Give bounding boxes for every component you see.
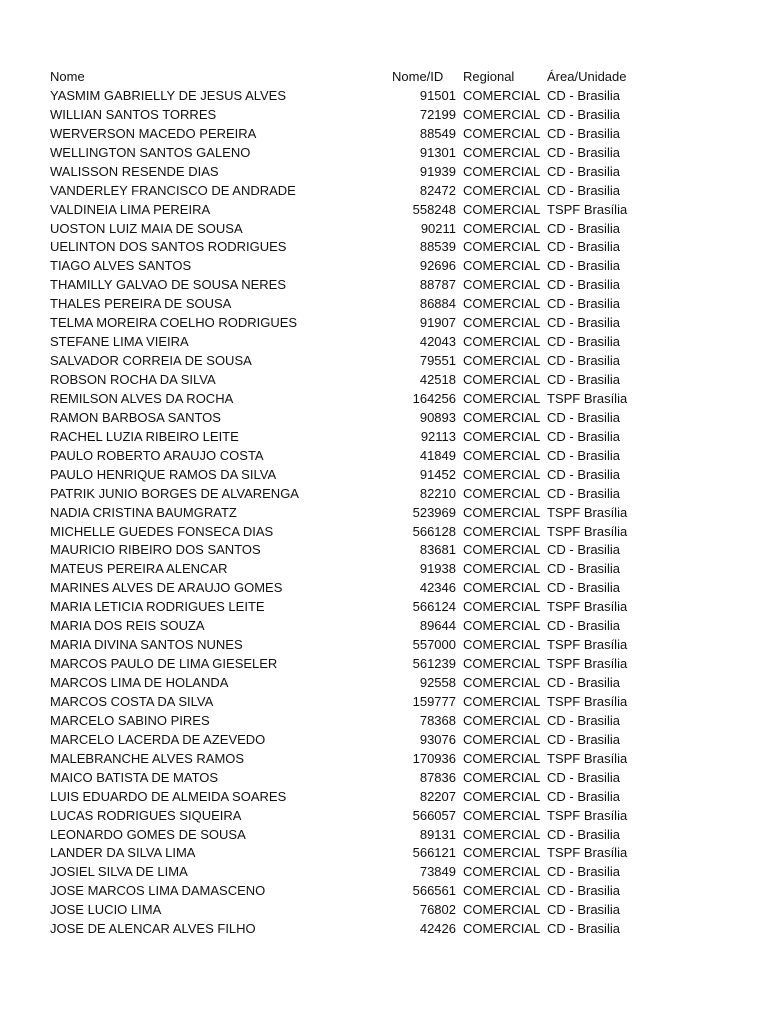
cell-area: CD - Brasilia (547, 864, 620, 880)
cell-id: 523969 (412, 504, 456, 520)
cell-id: 159777 (412, 693, 456, 709)
cell-area: CD - Brasilia (547, 447, 620, 463)
cell-name: MARINES ALVES DE ARAUJO GOMES (50, 580, 283, 596)
table-row (0, 182, 768, 201)
cell-area: CD - Brasilia (547, 144, 620, 160)
cell-name: WERVERSON MACEDO PEREIRA (50, 125, 257, 141)
table-row (0, 87, 768, 106)
cell-name: WALISSON RESENDE DIAS (50, 163, 219, 179)
cell-name: PAULO ROBERTO ARAUJO COSTA (50, 447, 264, 463)
cell-area: CD - Brasilia (547, 277, 620, 293)
cell-id: 73849 (419, 864, 456, 880)
cell-area: CD - Brasilia (547, 163, 620, 179)
table-row (0, 276, 768, 295)
cell-area: TSPF Brasília (547, 390, 628, 406)
cell-area: TSPF Brasília (547, 750, 628, 766)
cell-id: 566561 (412, 883, 456, 899)
table-row (0, 409, 768, 428)
table-row (0, 144, 768, 163)
table-row (0, 125, 768, 144)
table-header-row (0, 68, 768, 87)
table-row (0, 826, 768, 845)
cell-regional: COMERCIAL (463, 731, 541, 747)
cell-id: 558248 (412, 201, 456, 217)
cell-id: 83681 (419, 542, 456, 558)
cell-regional: COMERCIAL (463, 353, 541, 369)
cell-area: CD - Brasilia (547, 372, 620, 387)
table-row (0, 485, 768, 504)
cell-area: CD - Brasilia (547, 902, 620, 918)
cell-regional: COMERCIAL (463, 182, 541, 198)
cell-regional: COMERCIAL (463, 220, 541, 236)
cell-area: CD - Brasilia (547, 239, 620, 255)
cell-name: LANDER DA SILVA LIMA (50, 845, 196, 861)
cell-id: 566124 (412, 599, 456, 615)
cell-regional: COMERCIAL (463, 712, 541, 728)
cell-id: 82210 (419, 485, 456, 501)
cell-regional: COMERCIAL (463, 902, 541, 918)
cell-id: 88539 (419, 239, 456, 255)
table-row (0, 863, 768, 882)
cell-regional: COMERCIAL (463, 428, 541, 444)
table-body (0, 87, 768, 939)
cell-area: CD - Brasilia (547, 769, 620, 785)
cell-name: MAURICIO RIBEIRO DOS SANTOS (50, 542, 261, 558)
table-row (0, 238, 768, 257)
cell-area: CD - Brasilia (547, 883, 620, 899)
cell-area: CD - Brasilia (547, 334, 620, 350)
table-row (0, 750, 768, 769)
cell-name: RACHEL LUZIA RIBEIRO LEITE (50, 428, 239, 444)
cell-name: MARCOS LIMA DE HOLANDA (50, 675, 229, 690)
cell-name: SALVADOR CORREIA DE SOUSA (50, 353, 252, 369)
cell-area: CD - Brasilia (547, 125, 620, 141)
cell-name: VALDINEIA LIMA PEREIRA (50, 201, 211, 217)
cell-name: MARCOS COSTA DA SILVA (50, 693, 214, 709)
cell-name: MAICO BATISTA DE MATOS (50, 769, 219, 785)
cell-name: MARCOS PAULO DE LIMA GIESELER (50, 656, 278, 672)
cell-regional: COMERCIAL (463, 807, 541, 823)
cell-regional: COMERCIAL (463, 447, 541, 463)
cell-name: STEFANE LIMA VIEIRA (50, 334, 189, 350)
table-row (0, 352, 768, 371)
cell-regional: COMERCIAL (463, 656, 541, 672)
cell-name: MICHELLE GUEDES FONSECA DIAS (50, 523, 274, 539)
cell-id: 72199 (419, 106, 456, 122)
cell-id: 91907 (419, 315, 456, 331)
cell-area: TSPF Brasília (547, 504, 628, 520)
cell-regional: COMERCIAL (463, 561, 541, 577)
cell-name: LEONARDO GOMES DE SOUSA (50, 826, 246, 842)
cell-name: LUIS EDUARDO DE ALMEIDA SOARES (50, 788, 287, 804)
table-row (0, 447, 768, 466)
table-row (0, 220, 768, 239)
cell-regional: COMERCIAL (463, 769, 541, 785)
cell-regional: COMERCIAL (463, 542, 541, 558)
cell-regional: COMERCIAL (463, 788, 541, 804)
cell-regional: COMERCIAL (463, 504, 541, 520)
cell-area: CD - Brasilia (547, 315, 620, 331)
table-row (0, 844, 768, 863)
cell-name: MARIA LETICIA RODRIGUES LEITE (50, 599, 265, 615)
cell-area: TSPF Brasília (547, 599, 628, 615)
cell-regional: COMERCIAL (463, 693, 541, 709)
cell-regional: COMERCIAL (463, 296, 541, 312)
cell-name: MARIA DIVINA SANTOS NUNES (50, 637, 243, 653)
table-row (0, 106, 768, 125)
cell-regional: COMERCIAL (463, 466, 541, 482)
cell-name: MARIA DOS REIS SOUZA (50, 618, 205, 634)
cell-regional: COMERCIAL (463, 277, 541, 293)
cell-name: YASMIM GABRIELLY DE JESUS ALVES (50, 87, 287, 103)
cell-area: CD - Brasilia (547, 353, 620, 369)
cell-area: CD - Brasilia (547, 542, 620, 558)
table-row (0, 428, 768, 447)
cell-id: 87836 (419, 769, 456, 785)
cell-area: TSPF Brasília (547, 523, 628, 539)
cell-name: JOSE DE ALENCAR ALVES FILHO (50, 921, 256, 937)
cell-regional: COMERCIAL (463, 106, 541, 122)
table-row (0, 693, 768, 712)
cell-id: 76802 (419, 902, 456, 918)
cell-name: VANDERLEY FRANCISCO DE ANDRADE (50, 182, 296, 198)
cell-id: 78368 (419, 712, 456, 728)
cell-area: CD - Brasilia (547, 466, 620, 482)
table-row (0, 920, 768, 939)
cell-regional: COMERCIAL (463, 390, 541, 406)
cell-name: UOSTON LUIZ MAIA DE SOUSA (50, 220, 243, 236)
cell-area: TSPF Brasília (547, 201, 628, 217)
table-row (0, 731, 768, 750)
cell-area: CD - Brasilia (547, 106, 620, 122)
cell-id: 42043 (419, 334, 456, 350)
cell-regional: COMERCIAL (463, 675, 541, 690)
employee-table (0, 68, 768, 939)
cell-id: 42346 (419, 580, 456, 596)
cell-area: CD - Brasilia (547, 182, 620, 198)
cell-id: 566121 (412, 845, 456, 861)
cell-name: THAMILLY GALVAO DE SOUSA NERES (50, 277, 286, 293)
cell-area: TSPF Brasília (547, 656, 628, 672)
cell-id: 82207 (419, 788, 456, 804)
table-row (0, 769, 768, 788)
cell-area: CD - Brasilia (547, 258, 620, 274)
table-row (0, 314, 768, 333)
cell-id: 566128 (412, 523, 456, 539)
table-row (0, 295, 768, 314)
table-row (0, 882, 768, 901)
cell-name: THALES PEREIRA DE SOUSA (50, 296, 232, 312)
header-id: Nome/ID (392, 69, 444, 84)
table-row (0, 371, 768, 390)
table-row (0, 257, 768, 276)
cell-id: 566057 (412, 807, 456, 823)
table-row (0, 579, 768, 598)
cell-id: 82472 (419, 182, 456, 198)
table-row (0, 598, 768, 617)
table-row (0, 466, 768, 485)
cell-regional: COMERCIAL (463, 921, 541, 937)
cell-area: CD - Brasilia (547, 731, 620, 747)
cell-id: 93076 (419, 731, 456, 747)
cell-regional: COMERCIAL (463, 599, 541, 615)
table-row (0, 333, 768, 352)
cell-id: 91452 (419, 466, 456, 482)
table-row (0, 788, 768, 807)
table-row (0, 201, 768, 220)
cell-regional: COMERCIAL (463, 845, 541, 861)
cell-id: 92113 (420, 428, 456, 444)
table-row (0, 390, 768, 409)
table-row (0, 901, 768, 920)
cell-regional: COMERCIAL (463, 826, 541, 842)
cell-regional: COMERCIAL (463, 258, 541, 274)
cell-regional: COMERCIAL (463, 618, 541, 634)
table-row (0, 617, 768, 636)
cell-area: CD - Brasilia (547, 921, 620, 937)
cell-name: LUCAS RODRIGUES SIQUEIRA (50, 807, 242, 823)
cell-regional: COMERCIAL (463, 750, 541, 766)
cell-area: TSPF Brasília (547, 637, 628, 653)
table-row (0, 504, 768, 523)
cell-regional: COMERCIAL (463, 87, 541, 103)
cell-area: CD - Brasilia (547, 788, 620, 804)
cell-name: TIAGO ALVES SANTOS (50, 258, 192, 274)
cell-id: 42518 (419, 372, 456, 387)
header-area: Área/Unidade (547, 69, 627, 84)
cell-area: CD - Brasilia (547, 561, 620, 577)
cell-name: REMILSON ALVES DA ROCHA (50, 390, 234, 406)
cell-name: MALEBRANCHE ALVES RAMOS (50, 750, 245, 766)
cell-id: 91938 (419, 561, 456, 577)
cell-id: 90211 (420, 220, 456, 236)
header-regional: Regional (463, 69, 515, 84)
cell-name: UELINTON DOS SANTOS RODRIGUES (50, 239, 287, 255)
cell-name: NADIA CRISTINA BAUMGRATZ (50, 504, 237, 520)
cell-area: CD - Brasilia (547, 485, 620, 501)
cell-area: CD - Brasilia (547, 409, 620, 425)
cell-id: 170936 (412, 750, 456, 766)
cell-area: CD - Brasilia (547, 87, 620, 103)
cell-regional: COMERCIAL (463, 637, 541, 653)
cell-name: PATRIK JUNIO BORGES DE ALVARENGA (50, 485, 299, 501)
cell-regional: COMERCIAL (463, 523, 541, 539)
cell-id: 92558 (419, 675, 456, 690)
cell-area: CD - Brasilia (547, 618, 620, 634)
cell-name: ROBSON ROCHA DA SILVA (50, 372, 216, 387)
cell-area: CD - Brasilia (547, 428, 620, 444)
cell-regional: COMERCIAL (463, 163, 541, 179)
cell-name: JOSE LUCIO LIMA (50, 902, 162, 918)
cell-id: 79551 (419, 353, 456, 369)
table-row (0, 674, 768, 693)
cell-id: 89644 (419, 618, 456, 634)
cell-regional: COMERCIAL (463, 239, 541, 255)
cell-name: MARCELO LACERDA DE AZEVEDO (50, 731, 266, 747)
cell-regional: COMERCIAL (463, 409, 541, 425)
cell-area: TSPF Brasília (547, 693, 628, 709)
cell-area: CD - Brasilia (547, 826, 620, 842)
cell-name: JOSE MARCOS LIMA DAMASCENO (50, 883, 266, 899)
cell-id: 88549 (419, 125, 456, 141)
cell-area: TSPF Brasília (547, 845, 628, 861)
header-name: Nome (50, 69, 85, 84)
cell-id: 92696 (419, 258, 456, 274)
cell-name: MARCELO SABINO PIRES (50, 712, 210, 728)
cell-name: PAULO HENRIQUE RAMOS DA SILVA (50, 466, 277, 482)
table-row (0, 655, 768, 674)
cell-id: 557000 (412, 637, 456, 653)
cell-id: 91301 (419, 144, 456, 160)
cell-area: TSPF Brasília (547, 807, 628, 823)
table-row (0, 636, 768, 655)
cell-regional: COMERCIAL (463, 372, 541, 387)
cell-regional: COMERCIAL (463, 125, 541, 141)
cell-regional: COMERCIAL (463, 315, 541, 331)
cell-regional: COMERCIAL (463, 883, 541, 899)
cell-name: JOSIEL SILVA DE LIMA (50, 864, 188, 880)
cell-id: 89131 (419, 826, 456, 842)
cell-id: 41849 (419, 447, 456, 463)
cell-regional: COMERCIAL (463, 580, 541, 596)
cell-id: 91501 (419, 87, 456, 103)
cell-area: CD - Brasilia (547, 712, 620, 728)
cell-name: RAMON BARBOSA SANTOS (50, 409, 221, 425)
cell-area: CD - Brasilia (547, 580, 620, 596)
cell-area: CD - Brasilia (547, 220, 620, 236)
cell-id: 88787 (419, 277, 456, 293)
table-row (0, 523, 768, 542)
cell-name: WELLINGTON SANTOS GALENO (50, 144, 251, 160)
cell-area: CD - Brasilia (547, 296, 620, 312)
cell-id: 91939 (419, 163, 456, 179)
cell-id: 86884 (419, 296, 456, 312)
cell-id: 90893 (419, 409, 456, 425)
cell-regional: COMERCIAL (463, 334, 541, 350)
cell-regional: COMERCIAL (463, 201, 541, 217)
table-row (0, 163, 768, 182)
cell-id: 561239 (412, 656, 456, 672)
cell-regional: COMERCIAL (463, 864, 541, 880)
cell-regional: COMERCIAL (463, 485, 541, 501)
cell-id: 164256 (412, 390, 456, 406)
table-row (0, 541, 768, 560)
table-row (0, 712, 768, 731)
cell-regional: COMERCIAL (463, 144, 541, 160)
cell-name: MATEUS PEREIRA ALENCAR (50, 561, 228, 577)
cell-name: WILLIAN SANTOS TORRES (50, 106, 217, 122)
cell-area: CD - Brasilia (547, 675, 620, 690)
cell-id: 42426 (419, 921, 456, 937)
cell-name: TELMA MOREIRA COELHO RODRIGUES (50, 315, 298, 331)
table-row (0, 560, 768, 579)
table-row (0, 807, 768, 826)
